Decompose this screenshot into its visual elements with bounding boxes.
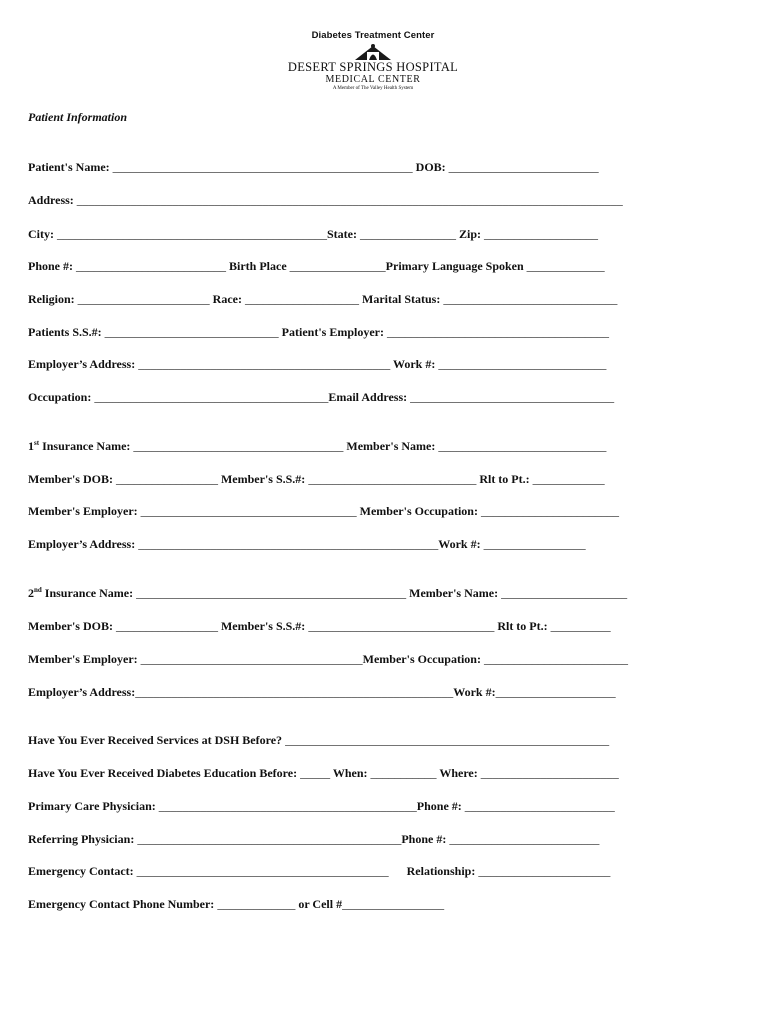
label-insurance-ordinal: 2 [28, 586, 34, 600]
label-insurance-ordinal-suffix: nd [34, 586, 42, 594]
blank-work-phone[interactable]: ____________________________ [438, 357, 607, 371]
blank-member-work-phone[interactable]: ____________________ [495, 685, 616, 699]
label-member-ssn: Member's S.S.#: [217, 472, 309, 486]
field-row-member-employer-address-2 [28, 684, 616, 700]
label-insurance-ordinal: 1 [28, 439, 34, 453]
field-row-diabetes-education [28, 765, 619, 781]
blank-member-employer-address[interactable]: _____________________________________________________ [135, 685, 454, 699]
blank-race[interactable]: ___________________ [245, 292, 359, 306]
blank-services-before[interactable]: ______________________________________________________ [285, 733, 610, 747]
blank-zip[interactable]: ___________________ [484, 227, 599, 241]
blank-insurance-name[interactable]: _____________________________________________ [136, 586, 407, 600]
field-row-occupation [28, 389, 614, 405]
label-referring-physician: Referring Physician: [28, 832, 138, 846]
blank-pcp-phone[interactable]: _________________________ [464, 799, 615, 813]
blank-member-ssn[interactable]: ____________________________ [308, 472, 477, 486]
label-phone: Phone #: [28, 259, 76, 273]
label-address: Address: [28, 193, 77, 207]
label-insurance-name: Insurance Name: [42, 439, 134, 453]
field-row-religion [28, 291, 617, 307]
field-row-address [28, 192, 623, 208]
label-email: Email Address: [328, 390, 411, 404]
desert-spring-emblem-icon [353, 43, 393, 61]
label-when: When: [330, 766, 371, 780]
label-primary-language: Primary Language Spoken [385, 259, 527, 273]
blank-member-work-phone[interactable]: _________________ [483, 537, 586, 551]
blank-where[interactable]: _______________________ [480, 766, 619, 780]
label-member-dob: Member's DOB: [28, 472, 116, 486]
field-row-primary-care [28, 798, 615, 814]
field-row-city [28, 226, 598, 242]
label-insurance-ordinal-suffix: st [34, 439, 40, 447]
field-row-member-dob-1 [28, 471, 605, 487]
blank-patient-employer[interactable]: _____________________________________ [387, 325, 609, 339]
label-member-employer-address: Employer’s Address: [28, 685, 136, 699]
medical-center-label: MEDICAL CENTER [325, 74, 421, 85]
blank-phone[interactable]: _________________________ [76, 259, 226, 273]
label-patient-ssn: Patients S.S.#: [28, 325, 105, 339]
label-patient-name: Patient's Name: [28, 160, 113, 174]
blank-member-occupation[interactable]: ________________________ [483, 652, 628, 666]
label-member-occupation: Member's Occupation: [362, 652, 484, 666]
label-diabetes-education: Have You Ever Received Diabetes Education Before: [28, 766, 301, 780]
label-services-before: Have You Ever Received Services at DSH Before? [28, 733, 286, 747]
blank-members-name[interactable]: _____________________ [501, 586, 628, 600]
field-row-insurance-2 [28, 585, 627, 601]
label-members-name: Member's Name: [343, 439, 439, 453]
label-state: State: [327, 227, 360, 241]
label-member-work-phone: Work #: [453, 685, 496, 699]
label-insurance-name: Insurance Name: [44, 586, 137, 600]
blank-emergency-phone[interactable]: _____________ [217, 897, 296, 911]
blank-religion[interactable]: ______________________ [77, 292, 210, 306]
label-emergency-contact: Emergency Contact: [28, 864, 137, 878]
blank-primary-language[interactable]: _____________ [526, 259, 605, 273]
center-name: Diabetes Treatment Center [311, 30, 435, 41]
blank-member-employer-address[interactable]: __________________________________________________ [138, 537, 439, 551]
label-members-name: Member's Name: [406, 586, 502, 600]
blank-relation-to-patient[interactable]: ____________ [532, 472, 605, 486]
field-row-patient-name [28, 159, 599, 175]
blank-email[interactable]: __________________________________ [410, 390, 615, 404]
field-row-member-employer-1 [28, 503, 619, 519]
hospital-name: DESERT SPRINGS HOSPITAL [287, 60, 459, 74]
blank-member-employer[interactable]: _____________________________________ [140, 652, 363, 666]
field-row-member-employer-address-1 [28, 536, 586, 552]
field-row-member-employer-2 [28, 651, 628, 667]
field-row-referring-physician [28, 831, 599, 847]
blank-members-name[interactable]: ____________________________ [438, 439, 607, 453]
field-row-services-before [28, 732, 609, 748]
label-occupation: Occupation: [28, 390, 95, 404]
blank-city[interactable]: _____________________________________________ [57, 227, 327, 241]
blank-marital-status[interactable]: _____________________________ [443, 292, 618, 306]
label-cell: or Cell # [295, 897, 343, 911]
blank-member-occupation[interactable]: _______________________ [480, 504, 619, 518]
blank-member-ssn[interactable]: _______________________________ [308, 619, 495, 633]
blank-patient-name[interactable]: __________________________________________________ [112, 160, 413, 174]
blank-occupation[interactable]: _______________________________________ [94, 390, 329, 404]
label-member-employer: Member's Employer: [28, 652, 141, 666]
field-row-employer-address [28, 356, 606, 372]
blank-referring-physician[interactable]: ____________________________________________ [137, 832, 402, 846]
field-row-phone [28, 258, 605, 274]
label-member-employer: Member's Employer: [28, 504, 141, 518]
label-member-occupation: Member's Occupation: [356, 504, 481, 518]
label-pcp-phone: Phone #: [416, 799, 465, 813]
label-member-ssn: Member's S.S.#: [217, 619, 309, 633]
blank-member-employer[interactable]: ____________________________________ [140, 504, 357, 518]
field-row-patient-ssn [28, 324, 609, 340]
label-member-work-phone: Work #: [438, 537, 484, 551]
field-row-emergency-phone [28, 896, 444, 912]
field-row-member-dob-2 [28, 618, 611, 634]
label-member-employer-address: Employer’s Address: [28, 537, 139, 551]
blank-birth-place[interactable]: ________________ [289, 259, 386, 273]
tagline: A Member of The Valley Health System [332, 86, 414, 91]
blank-diabetes-education[interactable]: _____ [300, 766, 331, 780]
blank-emergency-contact[interactable]: __________________________________________ [136, 864, 389, 878]
section-title: Patient Information [28, 110, 128, 124]
blank-cell[interactable]: _________________ [342, 897, 445, 911]
label-city: City: [28, 227, 57, 241]
label-race: Race: [209, 292, 245, 306]
label-zip: Zip: [456, 227, 485, 241]
hospital-logo [282, 30, 464, 110]
label-primary-care-physician: Primary Care Physician: [28, 799, 159, 813]
blank-referring-phone[interactable]: _________________________ [449, 832, 600, 846]
label-birth-place: Birth Place [226, 259, 290, 273]
label-work-phone: Work #: [390, 357, 439, 371]
field-row-insurance-1 [28, 438, 606, 454]
label-marital-status: Marital Status: [359, 292, 444, 306]
blank-when[interactable]: ___________ [370, 766, 437, 780]
blank-insurance-name[interactable]: ___________________________________ [133, 439, 344, 453]
label-referring-phone: Phone #: [401, 832, 450, 846]
blank-state[interactable]: ________________ [360, 227, 456, 241]
label-member-dob: Member's DOB: [28, 619, 116, 633]
blank-dob[interactable]: _________________________ [448, 160, 599, 174]
label-patient-employer: Patient's Employer: [278, 325, 387, 339]
label-relationship: Relationship: [388, 864, 479, 878]
label-emergency-phone: Emergency Contact Phone Number: [28, 897, 218, 911]
blank-patient-ssn[interactable]: _____________________________ [104, 325, 279, 339]
label-religion: Religion: [28, 292, 78, 306]
label-employer-address: Employer’s Address: [28, 357, 139, 371]
blank-relationship[interactable]: ______________________ [478, 864, 611, 878]
blank-member-dob[interactable]: _________________ [115, 472, 218, 486]
label-relation-to-patient: Rlt to Pt.: [476, 472, 533, 486]
label-dob: DOB: [412, 160, 449, 174]
blank-primary-care-physician[interactable]: ___________________________________________ [158, 799, 417, 813]
blank-employer-address[interactable]: __________________________________________ [138, 357, 391, 371]
field-row-emergency-contact [28, 863, 610, 879]
label-relation-to-patient: Rlt to Pt.: [494, 619, 551, 633]
label-where: Where: [436, 766, 481, 780]
blank-member-dob[interactable]: _________________ [115, 619, 218, 633]
blank-address[interactable]: ___________________________________________________________________________________________ [76, 193, 623, 207]
blank-relation-to-patient[interactable]: __________ [550, 619, 611, 633]
